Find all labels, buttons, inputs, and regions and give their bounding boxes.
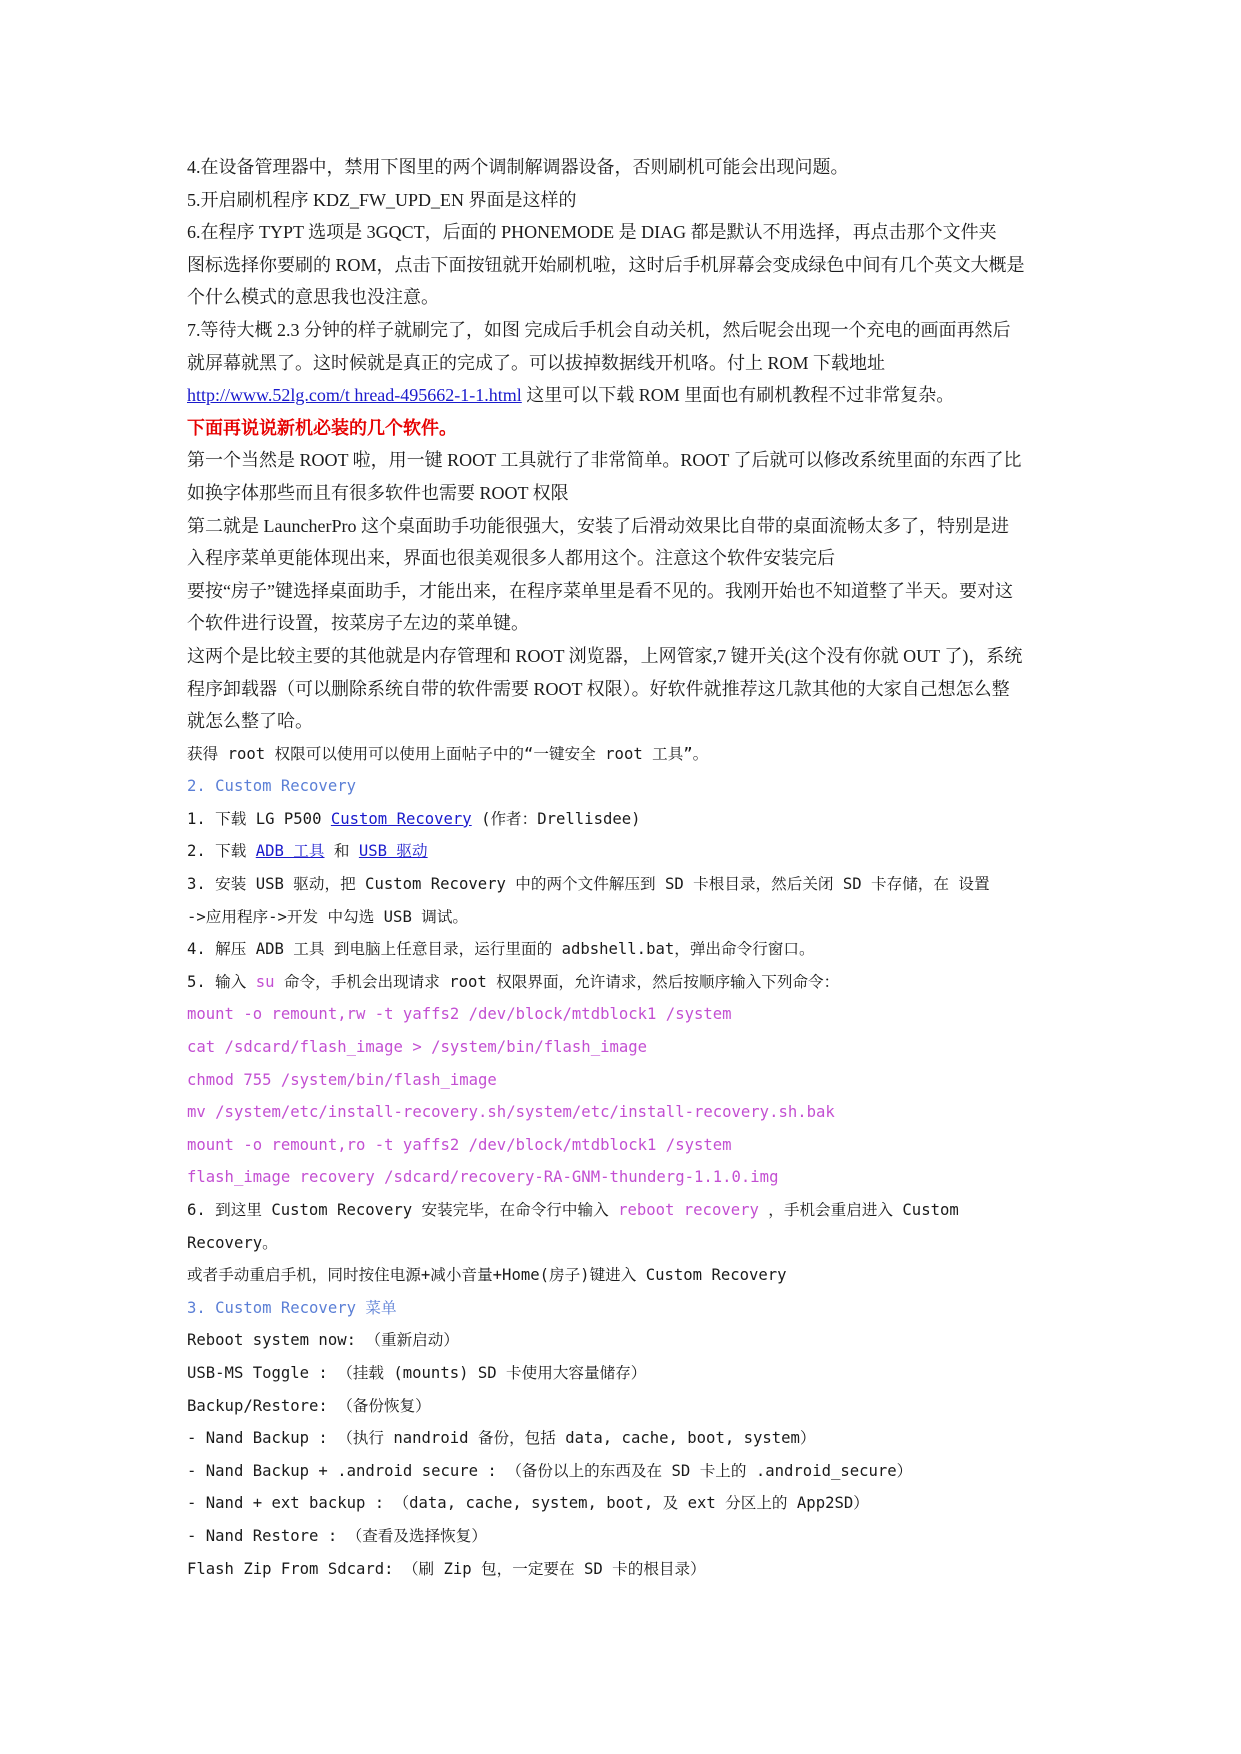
text-line [187, 249, 1057, 282]
text-line [187, 607, 1057, 640]
text-span: 7.等待大概 2.3 分钟的样子就刷完了，如图 完成后手机会自动关机，然后呢会出现一个充电的画面再然后 [187, 319, 1011, 340]
hyperlink[interactable]: USB 驱动 [358, 842, 428, 861]
text-span: (作者：Drellisdee) [471, 809, 641, 828]
text-span: 4. 解压 ADB 工具 到电脑上任意目录，运行里面的 adbshell.bat，弹出命令行窗口。 [187, 940, 815, 959]
text-span: 获得 root 权限可以使用可以使用上面帖子中的“一键安全 root 工具”。 [187, 744, 709, 763]
text-span: Backup/Restore: （备份恢复） [187, 1396, 431, 1415]
text-span: - Nand Restore : （查看及选择恢复） [187, 1526, 487, 1545]
command-text: mount -o remount,ro -t yaffs2 /dev/block/mtdblock1 /system [187, 1135, 732, 1154]
text-line [187, 1259, 1057, 1292]
text-line [187, 998, 1057, 1031]
text-span: 就屏幕就黑了。这时候就是真正的完成了。可以拔掉数据线开机咯。付上 ROM 下载地址 [187, 352, 886, 373]
text-span: 6. 到这里 Custom Recovery 安装完毕，在命令行中输入 [187, 1201, 619, 1219]
text-line [187, 1129, 1057, 1162]
text-span: Flash Zip From Sdcard: （刷 Zip 包，一定要在 SD 卡的根目录） [187, 1559, 706, 1578]
text-line [187, 1390, 1057, 1423]
text-span: 程序卸载器（可以删除系统自带的软件需要 ROOT 权限）。好软件就推荐这几款其他的大家自己想怎么整 [187, 678, 1010, 699]
text-span: ->应用程序->开发 中勾选 USB 调试。 [187, 907, 469, 926]
text-line [187, 705, 1057, 738]
text-line [187, 314, 1057, 347]
section-heading: 下面再说说新机必装的几个软件。 [187, 417, 457, 438]
text-line [187, 933, 1057, 966]
text-line [187, 770, 1057, 803]
text-line [187, 216, 1057, 249]
text-span: 就怎么整了哈。 [187, 711, 313, 732]
text-span: USB-MS Toggle : （挂载 (mounts) SD 卡使用大容量储存） [187, 1363, 647, 1382]
text-span: 和 [324, 842, 359, 861]
subsection-heading: 3. Custom Recovery 菜单 [187, 1298, 397, 1317]
text-line [187, 1227, 1057, 1260]
text-span: 1. 下载 LG P500 [187, 809, 331, 828]
text-span: 这里可以下载 ROM 里面也有刷机教程不过非常复杂。 [521, 385, 955, 406]
text-line [187, 835, 1057, 868]
text-span: ，手机会重启进入 Custom [758, 1201, 959, 1219]
text-line [187, 281, 1057, 314]
hyperlink[interactable]: ADB 工具 [255, 842, 325, 861]
command-text: mount -o remount,rw -t yaffs2 /dev/block/mtdblock1 /system [187, 1005, 732, 1024]
text-line [187, 1194, 1057, 1227]
text-line [187, 673, 1057, 706]
command-text: flash_image recovery /sdcard/recovery-RA-GNM-thunderg-1.1.0.img [187, 1168, 779, 1187]
text-span: 2. 下载 [187, 842, 256, 861]
text-span: Recovery。 [187, 1233, 278, 1252]
text-line [187, 1487, 1057, 1520]
text-line [187, 1292, 1057, 1325]
text-span: 3. 安装 USB 驱动，把 Custom Recovery 中的两个文件解压到 SD 卡根目录，然后关闭 SD 卡存储，在 设置 [187, 875, 990, 894]
text-line [187, 1161, 1057, 1194]
text-line [187, 640, 1057, 673]
text-line [187, 1096, 1057, 1129]
text-line [187, 1520, 1057, 1553]
text-line [187, 347, 1057, 380]
text-line [187, 184, 1057, 217]
text-span: 要按“房子”键选择桌面助手，才能出来，在程序菜单里是看不见的。我刚开始也不知道整了半天。要对这 [187, 580, 1013, 601]
command-text: mv /system/etc/install-recovery.sh/system/etc/install-recovery.sh.bak [187, 1103, 835, 1122]
text-line [187, 868, 1057, 901]
text-span: 第二就是 LauncherPro 这个桌面助手功能很强大，安装了后滑动效果比自带的桌面流畅太多了，特别是进 [187, 515, 1009, 536]
text-line [187, 477, 1057, 510]
text-line [187, 1064, 1057, 1097]
text-line [187, 803, 1057, 836]
text-line [187, 1422, 1057, 1455]
text-span: - Nand Backup : （执行 nandroid 备份，包括 data, cache, boot, system） [187, 1429, 816, 1448]
text-span: Reboot system now: （重新启动） [187, 1331, 459, 1350]
text-span: 5. 输入 [187, 972, 256, 991]
subsection-heading: 2. Custom Recovery [187, 777, 356, 796]
text-line [187, 379, 1057, 412]
command-text: chmod 755 /system/bin/flash_image [187, 1070, 497, 1089]
text-span: 4.在设备管理器中，禁用下图里的两个调制解调器设备，否则刷机可能会出现问题。 [187, 157, 849, 177]
text-line [187, 901, 1057, 934]
command-text: reboot recovery [618, 1201, 759, 1219]
text-span: 个什么模式的意思我也没注意。 [187, 287, 439, 308]
text-span: 第一个当然是 ROOT 啦，用一键 ROOT 工具就行了非常简单。ROOT 了后就可以修改系统里面的东西了比 [187, 450, 1022, 471]
text-span: - Nand + ext backup : （data, cache, system, boot, 及 ext 分区上的 App2SD） [187, 1494, 869, 1513]
text-span: 如换字体那些而且有很多软件也需要 ROOT 权限 [187, 482, 569, 503]
hyperlink[interactable]: http://www.52lg.com/t hread-495662-1-1.html [187, 385, 522, 406]
text-span: 命令，手机会出现请求 root 权限界面，允许请求，然后按顺序输入下列命令： [274, 972, 840, 991]
text-line [187, 1031, 1057, 1064]
hyperlink[interactable]: Custom Recovery [330, 809, 472, 828]
text-span: 5.开启刷机程序 KDZ_FW_UPD_EN 界面是这样的 [187, 189, 577, 210]
text-line [187, 575, 1057, 608]
text-line [187, 510, 1057, 543]
text-line [187, 738, 1057, 771]
text-line [187, 444, 1057, 477]
document-page [187, 151, 1057, 1585]
text-line [187, 1324, 1057, 1357]
text-span: 个软件进行设置，按菜房子左边的菜单键。 [187, 613, 529, 634]
text-line [187, 1553, 1057, 1586]
text-line [187, 412, 1057, 445]
command-text: cat /sdcard/flash_image > /system/bin/flash_image [187, 1038, 648, 1057]
text-span: - Nand Backup + .android secure : （备份以上的东西及在 SD 卡上的 .android_secure） [187, 1461, 913, 1480]
text-line [187, 1455, 1057, 1488]
text-line [187, 151, 1057, 184]
text-span: 或者手动重启手机，同时按住电源+减小音量+Home(房子)键进入 Custom Recovery [187, 1266, 787, 1285]
text-span: 6.在程序 TYPT 选项是 3GQCT，后面的 PHONEMODE 是 DIAG 都是默认不用选择，再点击那个文件夹 [187, 222, 997, 243]
text-line [187, 966, 1057, 999]
text-span: 入程序菜单更能体现出来，界面也很美观很多人都用这个。注意这个软件安装完后 [187, 548, 835, 569]
text-line [187, 1357, 1057, 1390]
text-span: 这两个是比较主要的其他就是内存管理和 ROOT 浏览器，上网管家,7 键开关(这个没有你就 OUT 了)，系统 [187, 645, 1023, 666]
command-text: su [255, 972, 275, 991]
text-line [187, 542, 1057, 575]
text-span: 图标选择你要刷的 ROM，点击下面按钮就开始刷机啦，这时后手机屏幕会变成绿色中间有几个英文大概是 [187, 254, 1025, 275]
